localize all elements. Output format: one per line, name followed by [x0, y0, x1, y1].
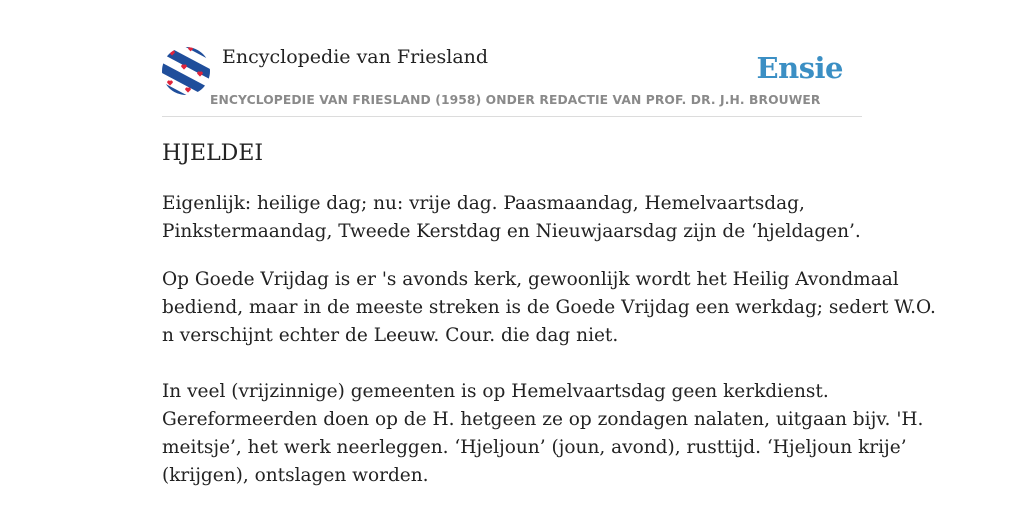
article-title: HJELDEI [162, 141, 264, 166]
paragraph-line: Gereformeerden doen op de H. hetgeen ze op zondagen nalaten, uitgaan bijv. 'H. [162, 409, 924, 430]
publication-title[interactable]: Encyclopedie van Friesland [222, 46, 489, 68]
paragraph-line: meitsje’, het werk neerleggen. ‘Hjeljoun’ (joun, avond), rusttijd. ‘Hjeljoun krije’ [162, 437, 907, 458]
article-paragraph [162, 266, 936, 490]
article-paragraph [162, 190, 872, 246]
paragraph-line: Eigenlijk: heilige dag; nu: vrije dag. Paasmaandag, Hemelvaartsdag, [162, 193, 805, 214]
paragraph-line: Pinkstermaandag, Tweede Kerstdag en Nieuwjaarsdag zijn de ‘hjeldagen’. [162, 221, 861, 242]
paragraph-line: Op Goede Vrijdag is er 's avonds kerk, gewoonlijk wordt het Heilig Avondmaal [162, 269, 899, 290]
site-header [162, 44, 862, 117]
paragraph-line: n verschijnt echter de Leeuw. Cour. die dag niet. [162, 325, 619, 346]
paragraph-blank-line [162, 350, 872, 378]
article [162, 138, 936, 490]
paragraph-line: bediend, maar in de meeste streken is de Goede Vrijdag een werkdag; sedert W.O. [162, 297, 936, 318]
publication-subtitle: ENCYCLOPEDIE VAN FRIESLAND (1958) ONDER REDACTIE VAN PROF. DR. J.H. BROUWER [210, 93, 821, 107]
paragraph-line: In veel (vrijzinnige) gemeenten is op Hemelvaartsdag geen kerkdienst. [162, 381, 829, 402]
paragraph-line: (krijgen), ontslagen worden. [162, 465, 429, 486]
ensie-brand-logo[interactable]: Ensie [756, 51, 843, 85]
frisian-flag-logo-icon[interactable] [162, 47, 210, 95]
